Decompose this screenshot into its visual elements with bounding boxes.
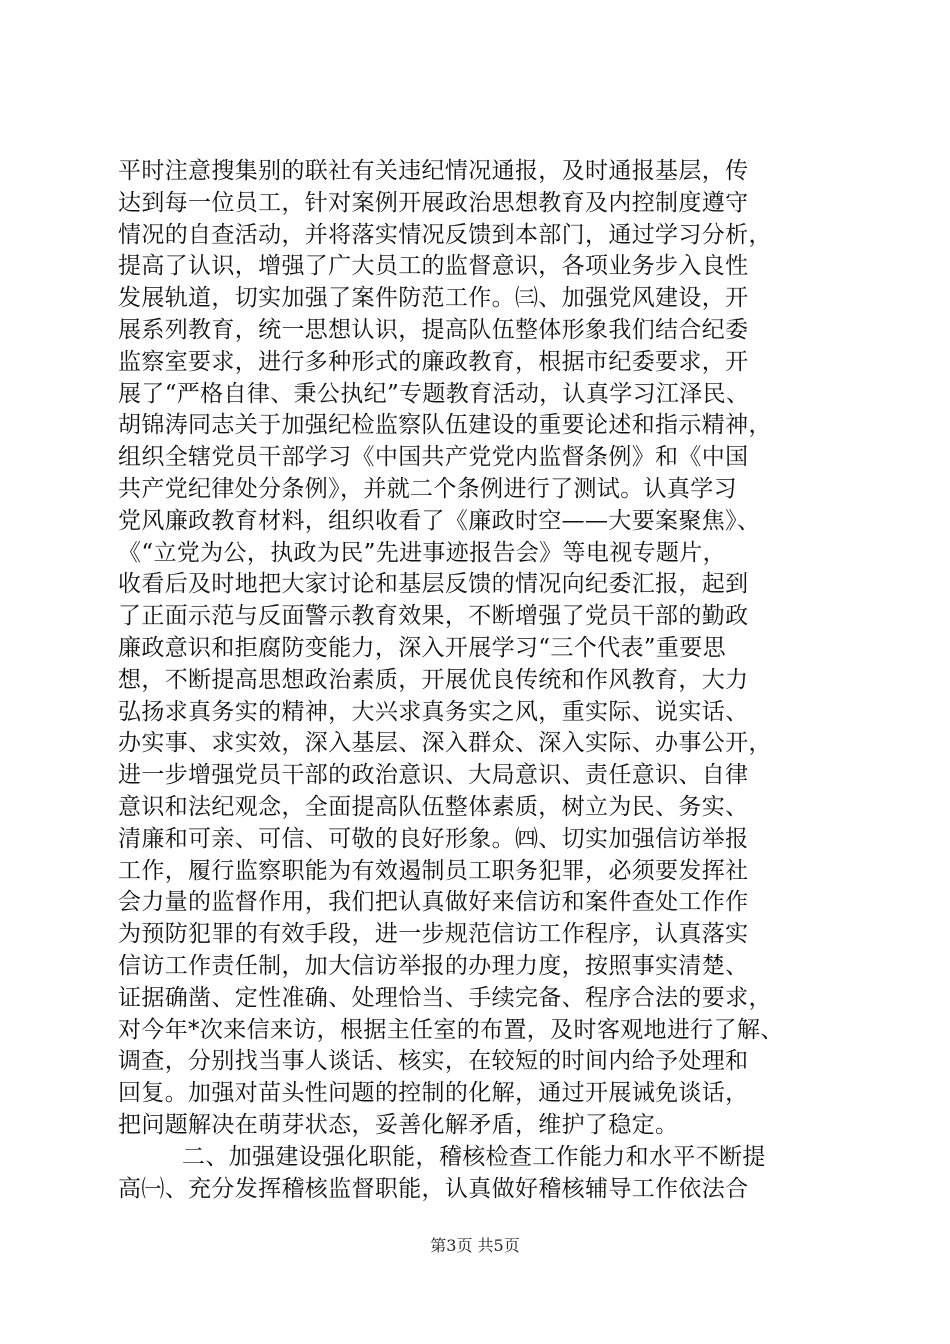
text-line: 展了“严格自律、秉公执纪”专题教育活动，认真学习江泽民、 bbox=[118, 380, 750, 407]
text-line: 为预防犯罪的有效手段，进一步规范信访工作程序，认真落实 bbox=[118, 921, 749, 948]
text-line: 收看后及时地把大家讨论和基层反馈的情况向纪委汇报，起到 bbox=[118, 571, 749, 598]
text-line: 达到每一位员工，针对案例开展政治思想教育及内控制度遵守 bbox=[118, 189, 749, 216]
text-line: 想，不断提高思想政治素质，开展优良传统和作风教育，大力 bbox=[118, 666, 749, 693]
text-line: 进一步增强党员干部的政治意识、大局意识、责任意识、自律 bbox=[118, 762, 749, 789]
text-line: 意识和法纪观念，全面提高队伍整体素质，树立为民、务实、 bbox=[118, 793, 749, 820]
text-line: 《“立党为公，执政为民”先进事迹报告会》等电视专题片， bbox=[118, 539, 726, 566]
text-line: 办实事、求实效，深入基层、深入群众、深入实际、办事公开， bbox=[118, 730, 772, 757]
text-line: 监察室要求，进行多种形式的廉政教育，根据市纪委要求，开 bbox=[118, 348, 749, 375]
section-heading-line: 二、加强建设强化职能，稽核检查工作能力和水平不断提 bbox=[182, 1143, 766, 1170]
text-line: 信访工作责任制，加大信访举报的办理力度，按照事实清楚、 bbox=[118, 952, 749, 979]
text-line: 会力量的监督作用，我们把认真做好来信访和案件查处工作作 bbox=[118, 889, 749, 916]
page-number-footer: 第3页 共5页 bbox=[430, 1236, 520, 1255]
text-line: 了正面示范与反面警示教育效果，不断增强了党员干部的勤政 bbox=[118, 603, 749, 630]
text-line: 党风廉政教育材料，组织收看了《廉政时空——大要案聚焦》、 bbox=[118, 507, 761, 534]
text-line: 调查，分别找当事人谈话、核实，在较短的时间内给予处理和 bbox=[118, 1048, 749, 1075]
text-line: 组织全辖党员干部学习《中国共产党党内监督条例》和《中国 bbox=[118, 444, 749, 471]
text-line: 平时注意搜集别的联社有关违纪情况通报，及时通报基层，传 bbox=[118, 158, 749, 184]
text-line: 廉政意识和拒腐防变能力，深入开展学习“三个代表”重要思 bbox=[118, 634, 726, 661]
text-line: 发展轨道，切实加强了案件防范工作。㈢、加强党风建设，开 bbox=[118, 285, 749, 312]
text-line: 胡锦涛同志关于加强纪检监察队伍建设的重要论述和指示精神， bbox=[118, 412, 772, 439]
text-line: 情况的自查活动，并将落实情况反馈到本部门，通过学习分析， bbox=[118, 221, 772, 248]
text-line: 把问题解决在萌芽状态，妥善化解矛盾，维护了稳定。 bbox=[118, 1111, 679, 1138]
body-text bbox=[118, 156, 834, 1205]
text-line: 共产党纪律处分条例》，并就二个条例进行了测试。认真学习 bbox=[118, 475, 737, 502]
text-line: 弘扬求真务实的精神，大兴求真务实之风，重实际、说实话、 bbox=[118, 698, 749, 725]
text-line: 清廉和可亲、可信、可敬的良好形象。㈣、切实加强信访举报 bbox=[118, 825, 749, 852]
text-line: 高㈠、充分发挥稽核监督职能，认真做好稽核辅导工作依法合 bbox=[118, 1175, 749, 1202]
text-line: 证据确凿、定性准确、处理恰当、手续完备、程序合法的要求， bbox=[118, 984, 772, 1011]
text-line: 回复。加强对苗头性问题的控制的化解，通过开展诫免谈话， bbox=[118, 1080, 749, 1107]
text-line: 提高了认识，增强了广大员工的监督意识，各项业务步入良性 bbox=[118, 253, 749, 280]
text-line: 展系列教育，统一思想认识，提高队伍整体形象我们结合纪委 bbox=[118, 316, 749, 343]
text-line: 工作，履行监察职能为有效遏制员工职务犯罪，必须要发挥社 bbox=[118, 857, 749, 884]
text-line: 对今年*次来信来访，根据主任室的布置，及时客观地进行了解、 bbox=[118, 1016, 784, 1043]
